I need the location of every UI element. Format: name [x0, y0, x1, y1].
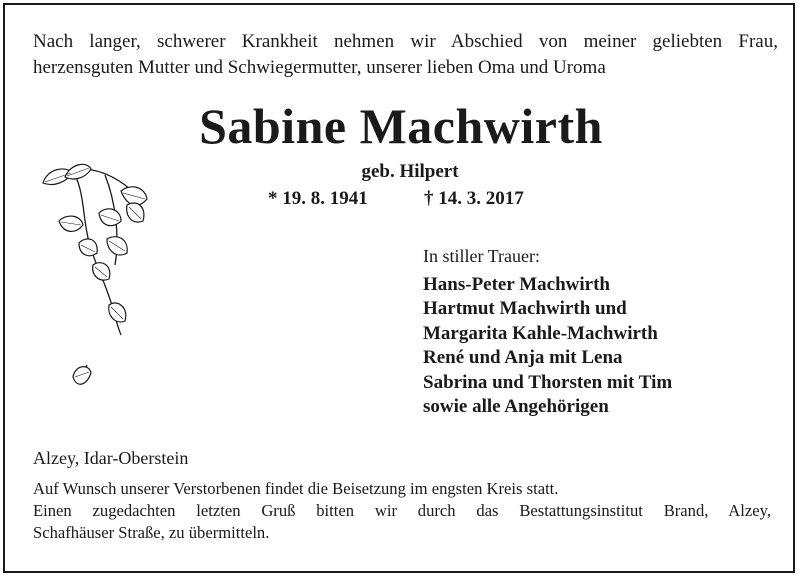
birch-branch-icon — [35, 155, 155, 405]
mourner-name: Margarita Kahle-Machwirth — [423, 322, 658, 344]
death-date: † 14. 3. 2017 — [424, 188, 524, 209]
mourner-name: sowie alle Angehörigen — [423, 396, 609, 418]
deceased-name: Sabine Machwirth — [199, 98, 603, 154]
burial-line-2: Einen zugedachten letzten Gruß bitten wir durch das Bestattungsinstitut Brand, Alzey, — [33, 501, 771, 520]
place-text: Alzey, Idar-Oberstein — [33, 448, 189, 468]
intro-line-1: Nach langer, schwerer Krankheit nehmen wir Abschied von meiner geliebten Frau, — [33, 31, 778, 52]
mourner-name: Hans-Peter Machwirth — [423, 274, 610, 295]
intro-line-2: herzensguten Mutter und Schwiegermutter, unserer lieben Oma und Uroma — [33, 57, 606, 78]
mourning-heading: In stiller Trauer: — [423, 246, 540, 266]
mourner-name: Hartmut Machwirth und — [423, 298, 627, 320]
birth-date: * 19. 8. 1941 — [268, 188, 368, 209]
obituary-notice — [3, 3, 795, 573]
intro-text — [33, 29, 778, 81]
mourner-name: Sabrina und Thorsten mit Tim — [423, 371, 673, 393]
burial-text — [33, 478, 771, 544]
burial-line-1: Auf Wunsch unserer Verstorbenen findet die Beisetzung im engsten Kreis statt. — [33, 479, 559, 498]
mourners-list — [423, 273, 672, 419]
mourner-name: René und Anja mit Lena — [423, 347, 623, 369]
maiden-name: geb. Hilpert — [361, 161, 459, 182]
burial-line-3: Schafhäuser Straße, zu übermitteln. — [33, 523, 270, 542]
